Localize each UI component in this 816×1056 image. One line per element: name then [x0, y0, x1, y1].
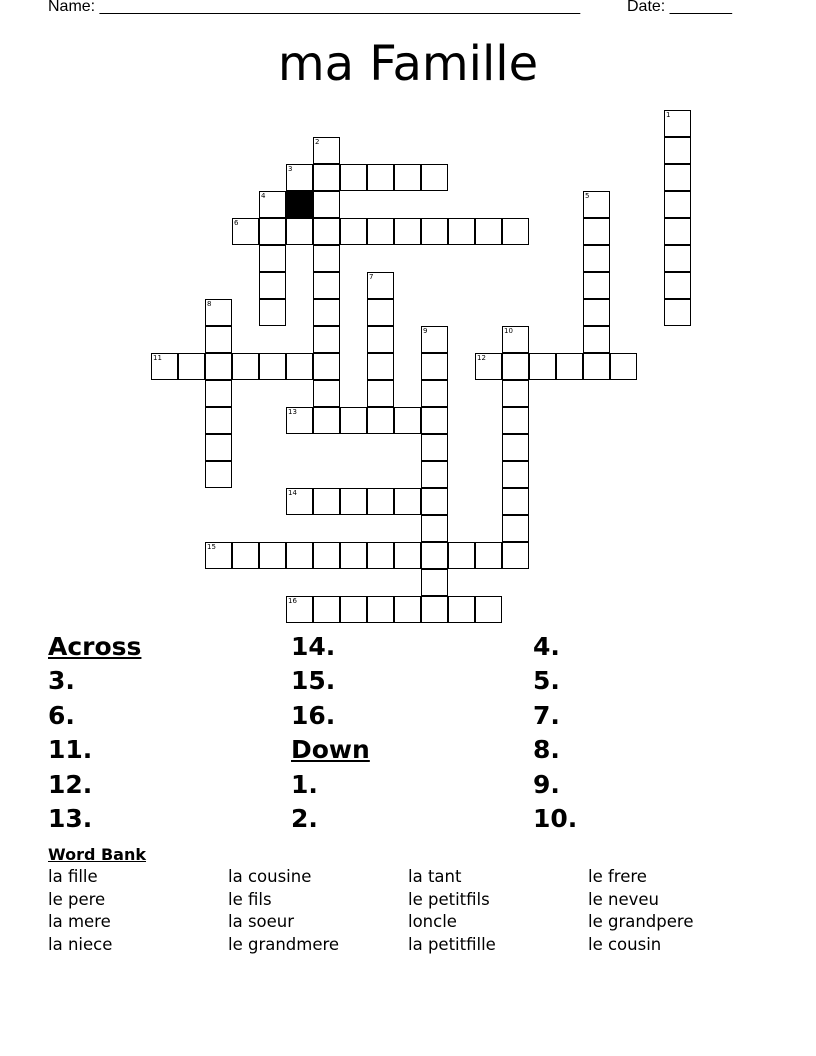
crossword-cell[interactable] [340, 542, 367, 569]
crossword-cell[interactable] [313, 596, 340, 623]
crossword-cell[interactable] [367, 164, 394, 191]
word-bank-item: la petitfille [408, 935, 496, 955]
crossword-cell[interactable] [313, 380, 340, 407]
clue-label: 7. [533, 700, 560, 730]
crossword-cell[interactable] [421, 488, 448, 515]
word-bank-title: Word Bank [48, 845, 147, 864]
cell-number: 6 [234, 219, 239, 227]
crossword-cell[interactable] [421, 380, 448, 407]
crossword-cell[interactable] [502, 353, 529, 380]
word-bank-column [588, 866, 693, 957]
page-title: ma Famille [277, 36, 539, 92]
black-square [286, 191, 313, 218]
crossword-cell[interactable] [421, 164, 448, 191]
crossword-cell[interactable] [475, 218, 502, 245]
clue-column-2 [291, 630, 370, 836]
word-bank-item: le pere [48, 889, 106, 909]
crossword-cell[interactable] [664, 299, 691, 326]
crossword-cell[interactable] [421, 407, 448, 434]
word-bank-item: le cousin [588, 935, 662, 955]
clue-label: 11. [48, 735, 93, 765]
word-bank-column [228, 866, 339, 957]
crossword-cell[interactable] [421, 461, 448, 488]
crossword-cell[interactable] [556, 353, 583, 380]
cell-number: 16 [288, 597, 297, 605]
crossword-cell[interactable] [421, 434, 448, 461]
word-bank-item: la cousine [228, 867, 312, 886]
crossword-cell[interactable] [286, 353, 313, 380]
clue-label: 14. [291, 632, 336, 661]
crossword-cell[interactable] [421, 353, 448, 380]
crossword-cell[interactable] [664, 245, 691, 272]
crossword-cell[interactable] [502, 434, 529, 461]
crossword-cell[interactable] [448, 218, 475, 245]
crossword-cell[interactable] [664, 137, 691, 164]
cell-number: 5 [585, 192, 590, 200]
crossword-cell[interactable] [259, 245, 286, 272]
crossword-cell[interactable] [421, 326, 448, 353]
crossword-cell[interactable] [286, 164, 313, 191]
crossword-cell[interactable] [313, 245, 340, 272]
cell-number: 8 [207, 300, 212, 308]
cell-number: 10 [504, 327, 513, 335]
crossword-cell[interactable] [421, 596, 448, 623]
cell-number: 9 [423, 327, 428, 335]
crossword-cell[interactable] [178, 353, 205, 380]
crossword-cell[interactable] [421, 569, 448, 596]
clue-label: 8. [533, 735, 560, 765]
clue-label: 10. [533, 803, 578, 833]
crossword-cell[interactable] [475, 596, 502, 623]
crossword-cell[interactable] [664, 191, 691, 218]
cell-number: 1 [666, 111, 671, 119]
crossword-cell[interactable] [259, 272, 286, 299]
crossword-cell[interactable] [394, 542, 421, 569]
crossword-cell[interactable] [502, 218, 529, 245]
clue-label: 1. [291, 769, 318, 799]
crossword-cell[interactable] [286, 407, 313, 434]
crossword-cell[interactable] [664, 164, 691, 191]
crossword-cell[interactable] [340, 407, 367, 434]
crossword-cell[interactable] [259, 353, 286, 380]
clue-label: 15. [291, 666, 336, 696]
crossword-cell[interactable] [232, 353, 259, 380]
cell-number: 12 [477, 354, 486, 362]
across-heading: Across [48, 632, 142, 661]
crossword-cell[interactable] [583, 272, 610, 299]
clue-label: 13. [48, 803, 93, 833]
crossword-cell[interactable] [583, 245, 610, 272]
crossword-cell[interactable] [313, 299, 340, 326]
crossword-cell[interactable] [367, 407, 394, 434]
date-line: Date: _______ [627, 0, 732, 15]
crossword-cell[interactable] [502, 326, 529, 353]
crossword-cell[interactable] [502, 461, 529, 488]
crossword-cell[interactable] [394, 407, 421, 434]
crossword-cell[interactable] [313, 353, 340, 380]
crossword-cell[interactable] [313, 164, 340, 191]
crossword-cell[interactable] [394, 164, 421, 191]
clue-label: 2. [291, 803, 318, 833]
crossword-cell[interactable] [340, 488, 367, 515]
word-bank-item: la tant [408, 867, 462, 886]
cell-number: 4 [261, 192, 266, 200]
crossword-cell[interactable] [286, 218, 313, 245]
clue-label: 3. [48, 666, 75, 696]
crossword-cell[interactable] [313, 191, 340, 218]
cell-number: 3 [288, 165, 293, 173]
clue-label: 12. [48, 769, 93, 799]
word-bank-item: le fils [228, 889, 272, 909]
crossword-cell[interactable] [205, 353, 232, 380]
down-heading: Down [291, 735, 370, 765]
crossword-cell[interactable] [286, 542, 313, 569]
crossword-cell[interactable] [340, 596, 367, 623]
crossword-cell[interactable] [286, 488, 313, 515]
word-bank-item: le grandmere [228, 935, 340, 955]
crossword-cell[interactable] [205, 542, 232, 569]
crossword-cell[interactable] [367, 353, 394, 380]
crossword-cell[interactable] [502, 407, 529, 434]
crossword-cell[interactable] [259, 218, 286, 245]
cell-number: 11 [153, 354, 162, 362]
crossword-cell[interactable] [205, 299, 232, 326]
crossword-cell[interactable] [205, 380, 232, 407]
crossword-cell[interactable] [583, 353, 610, 380]
crossword-cell[interactable] [286, 596, 313, 623]
crossword-cell[interactable] [367, 218, 394, 245]
name-line: Name: ______________________________________________________ [48, 0, 581, 15]
word-bank-item: le neveu [588, 889, 659, 909]
crossword-cell[interactable] [421, 515, 448, 542]
crossword-cell[interactable] [259, 191, 286, 218]
cell-number: 13 [288, 408, 297, 416]
clue-label: 16. [291, 700, 336, 730]
cell-number: 15 [207, 543, 216, 551]
crossword-cell[interactable] [205, 461, 232, 488]
crossword-cell[interactable] [367, 272, 394, 299]
cell-number: 14 [288, 489, 297, 497]
word-bank-column [48, 866, 112, 957]
clue-label: 4. [533, 632, 560, 661]
crossword-cell[interactable] [421, 218, 448, 245]
crossword-cell[interactable] [367, 326, 394, 353]
crossword-cell[interactable] [502, 380, 529, 407]
crossword-cell[interactable] [313, 542, 340, 569]
word-bank-item: le grandpere [588, 912, 694, 932]
crossword-cell[interactable] [151, 353, 178, 380]
word-bank-item: le frere [588, 867, 647, 886]
crossword-cell[interactable] [448, 596, 475, 623]
crossword-cell[interactable] [583, 299, 610, 326]
clue-label: 5. [533, 666, 560, 696]
crossword-cell[interactable] [313, 272, 340, 299]
crossword-cell[interactable] [367, 542, 394, 569]
crossword-cell[interactable] [448, 542, 475, 569]
clue-label: 6. [48, 700, 75, 730]
crossword-cell[interactable] [313, 137, 340, 164]
crossword-cell[interactable] [232, 218, 259, 245]
crossword-cell[interactable] [475, 542, 502, 569]
crossword-cell[interactable] [313, 218, 340, 245]
clue-column-3 [533, 630, 577, 836]
crossword-cell[interactable] [664, 218, 691, 245]
crossword-cell[interactable] [340, 164, 367, 191]
crossword-cell[interactable] [502, 515, 529, 542]
crossword-cell[interactable] [394, 596, 421, 623]
word-bank-column [408, 866, 496, 957]
crossword-cell[interactable] [205, 326, 232, 353]
crossword-cell[interactable] [367, 299, 394, 326]
word-bank-item: la mere [48, 912, 111, 932]
crossword-cell[interactable] [664, 272, 691, 299]
crossword-cell[interactable] [313, 488, 340, 515]
crossword-cell[interactable] [259, 542, 286, 569]
crossword-cell[interactable] [394, 488, 421, 515]
crossword-cell[interactable] [232, 542, 259, 569]
crossword-cell[interactable] [502, 542, 529, 569]
crossword-cell[interactable] [367, 380, 394, 407]
crossword-cell[interactable] [583, 326, 610, 353]
crossword-cell[interactable] [205, 407, 232, 434]
crossword-cell[interactable] [367, 488, 394, 515]
crossword-cell[interactable] [205, 434, 232, 461]
crossword-cell[interactable] [340, 218, 367, 245]
word-bank-item: la niece [48, 935, 113, 955]
word-bank-item: loncle [408, 912, 457, 932]
clue-label: 9. [533, 769, 560, 799]
crossword-cell[interactable] [421, 542, 448, 569]
cell-number: 2 [315, 138, 320, 146]
crossword-cell[interactable] [475, 353, 502, 380]
crossword-cell[interactable] [313, 326, 340, 353]
crossword-cell[interactable] [529, 353, 556, 380]
crossword-cell[interactable] [367, 596, 394, 623]
crossword-cell[interactable] [502, 488, 529, 515]
clue-column-1 [48, 630, 141, 836]
crossword-cell[interactable] [259, 299, 286, 326]
crossword-cell[interactable] [664, 110, 691, 137]
crossword-cell[interactable] [610, 353, 637, 380]
crossword-cell[interactable] [313, 407, 340, 434]
word-bank-item: la soeur [228, 912, 295, 932]
crossword-cell[interactable] [394, 218, 421, 245]
cell-number: 7 [369, 273, 374, 281]
word-bank-item: le petitfils [408, 889, 490, 909]
crossword-cell[interactable] [583, 218, 610, 245]
crossword-cell[interactable] [583, 191, 610, 218]
word-bank-item: la fille [48, 867, 98, 886]
